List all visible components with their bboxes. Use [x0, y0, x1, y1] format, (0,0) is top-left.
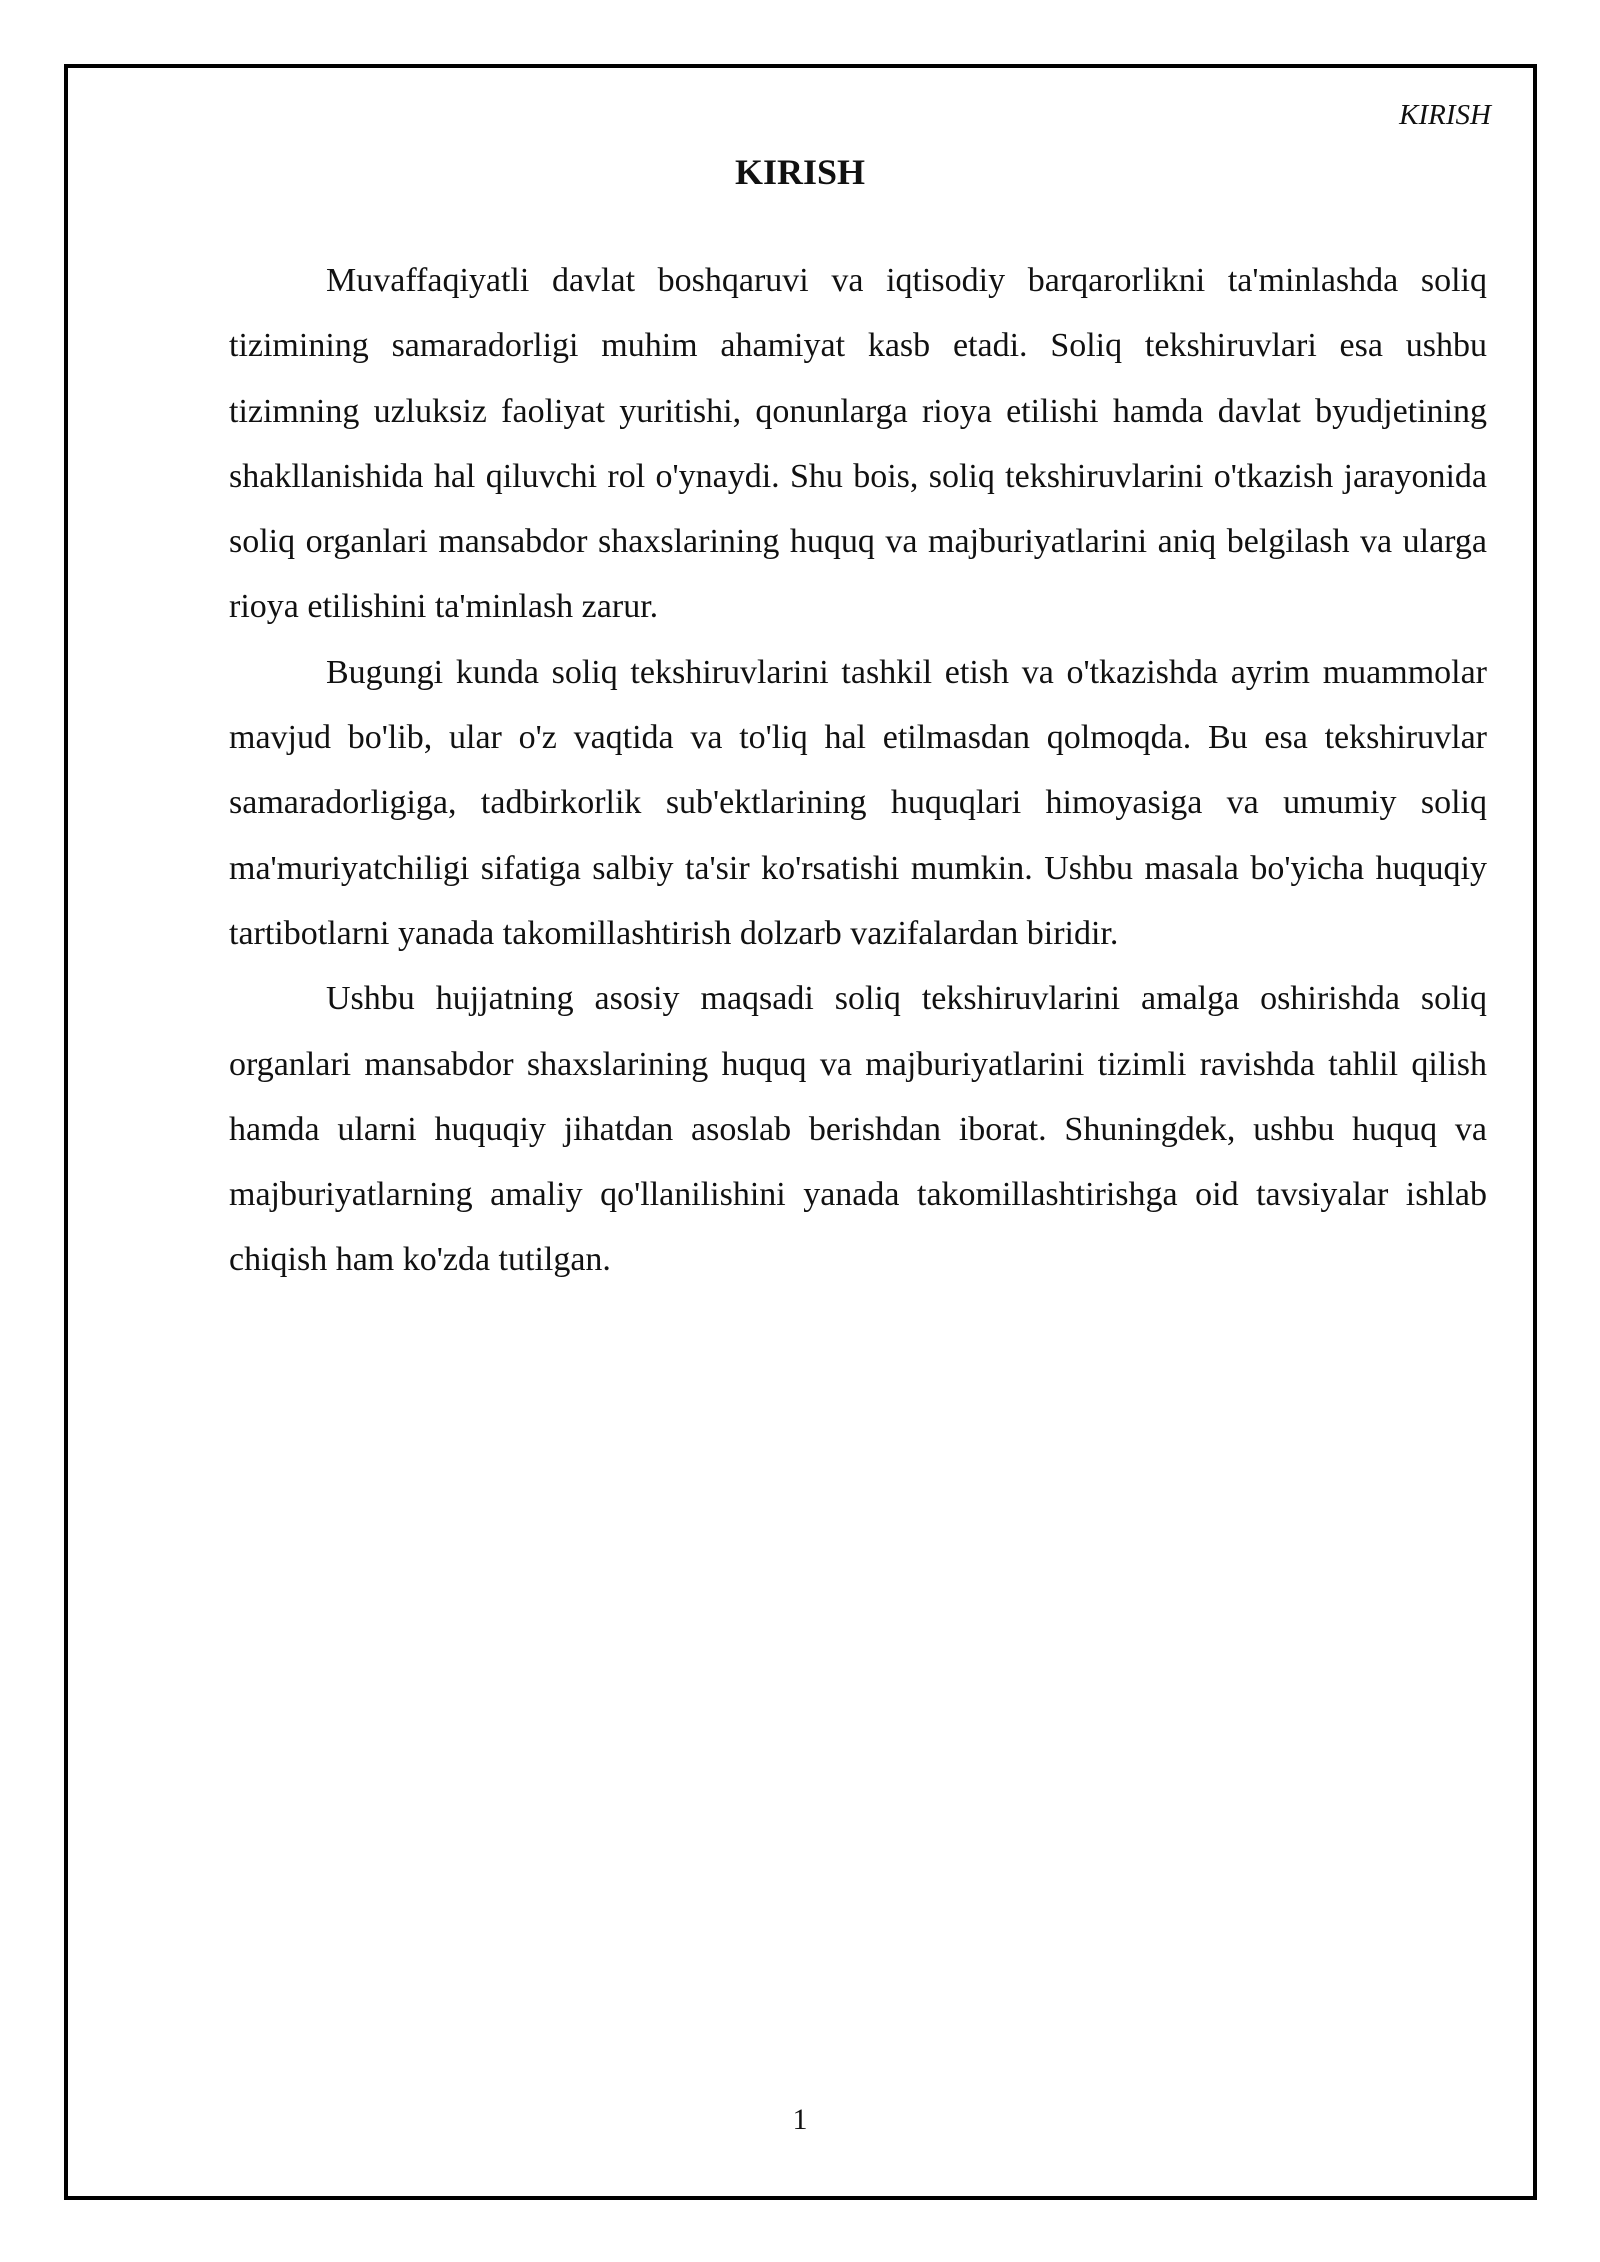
paragraph-3: Ushbu hujjatning asosiy maqsadi soliq tekshiruvlarini amalga oshirishda soliq organlari mansabdor shaxslarining huquq va majburiyatlarini tizimli ravishda tahlil qilish hamda ularni huquqiy jihatdan asoslab berishdan iborat. Shuningdek, ushbu huquq va majburiyatlarning amaliy qo'llanilishini yanada takomillashtirishga oid tavsiyalar ishlab chiqish ham ko'zda tutilgan. — [229, 980, 1487, 1279]
body-text — [229, 248, 1487, 1293]
page-number: 1 — [792, 2103, 808, 2136]
section-title: KIRISH — [734, 152, 866, 192]
running-header: KIRISH — [1399, 99, 1491, 131]
paragraph-1: Muvaffaqiyatli davlat boshqaruvi va iqtisodiy barqarorlikni ta'minlashda soliq tizimining samaradorligi muhim ahamiyat kasb etadi. Soliq tekshiruvlari esa ushbu tizimning uzluksiz faoliyat yuritishi, qonunlarga rioya etilishi hamda davlat byudjetining shakllanishida hal qiluvchi rol o'ynaydi. Shu bois, soliq tekshiruvlarini o'tkazish jarayonida soliq organlari mansabdor shaxslarining huquq va majburiyatlarini aniq belgilash va ularga rioya etilishini ta'minlash zarur. — [229, 262, 1487, 626]
paragraph-2: Bugungi kunda soliq tekshiruvlarini tashkil etish va o'tkazishda ayrim muammolar mavjud bo'lib, ular o'z vaqtida va to'liq hal etilmasdan qolmoqda. Bu esa tekshiruvlar samaradorligiga, tadbirkorlik sub'ektlarining huquqlari himoyasiga va umumiy soliq ma'muriyatchiligi sifatiga salbiy ta'sir ko'rsatishi mumkin. Ushbu masala bo'yicha huquqiy tartibotlarni yanada takomillashtirish dolzarb vazifalardan biridir. — [229, 653, 1487, 952]
